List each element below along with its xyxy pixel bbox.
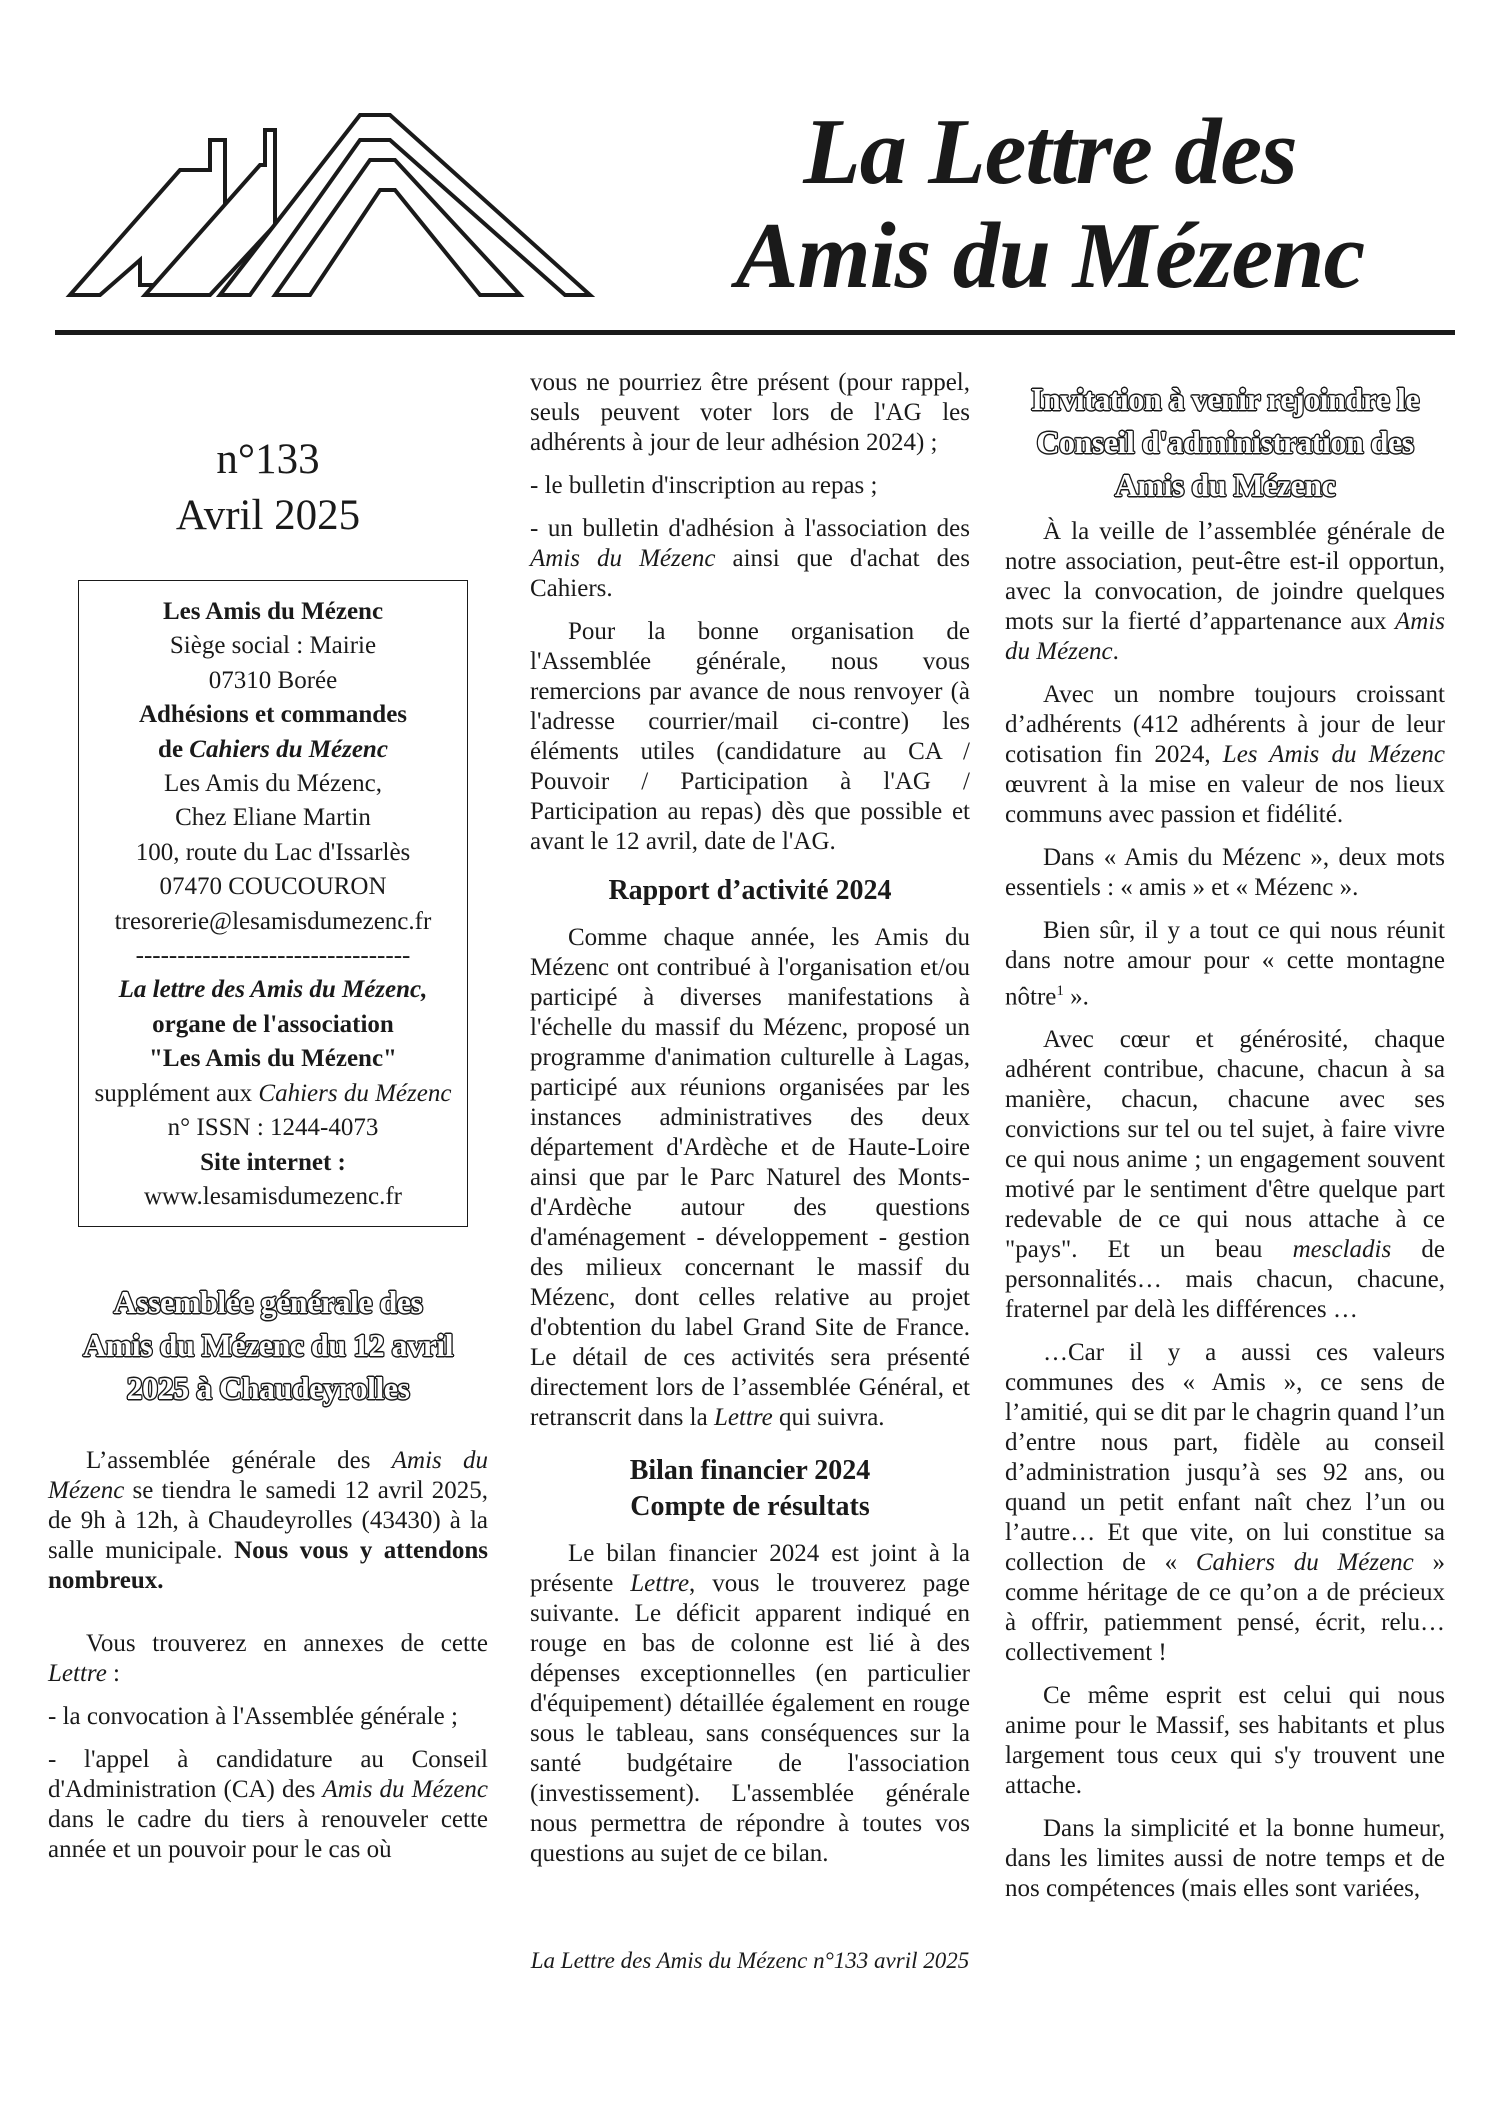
invitation-paragraph-8: Dans la simplicité et la bonne humeur, dans les limites aussi de notre temps et de nos compétences (mais elles sont variées, [1005,1815,1445,1903]
bilan-title-1: Bilan financier 2024 [629,1455,871,1486]
siege-city: 07310 Borée [208,666,338,694]
contact-org: Les Amis du Mézenc, [163,770,382,798]
rapport-title: Rapport d’activité 2024 [608,875,892,906]
invitation-paragraph-2 [1005,680,1445,830]
invitation-heading-1: Invitation à venir rejoindre le [1030,381,1420,417]
separator: --------------------------------- [135,942,411,970]
ag-list-item-4 [530,514,970,604]
bilan-i: Lettre [630,1570,690,1597]
ag-paragraph-2 [48,1629,488,1689]
ag-p1-i: Amis du Mézenc [48,1447,488,1505]
ag-li2-a: - l'appel à candidature au Conseil d'Administration (CA) des [48,1746,488,1804]
inv-p6-i: Cahiers du Mézenc [1195,1549,1414,1577]
bilan-b: , vous le trouverez page suivante. Le déficit apparent indiqué en rouge en bas de colonne est lié à des dépenses exceptionnelles (en particulier d'équipement) détaillée également en rouge sous le tableau, sans conséquences sur la santé budgétaire de l'association (investissement). L'assemblée générale nous permettra de répondre à toutes vos questions au sujet de ce bilan. [530,1570,970,1867]
ag-list-item-2 [48,1745,488,1865]
inv-p5-b: de personnalités… mais chacun, chacune, fraternel par delà les différences … [1005,1236,1445,1324]
bilan-a: Le bilan financier 2024 est joint à la présente [530,1540,970,1597]
invitation-paragraph-4 [1005,916,1445,1012]
invitation-heading [1005,378,1445,507]
page-footer: La Lettre des Amis du Mézenc n°133 avril 2025 [530,1948,970,1973]
organ-line: organe de l'association [152,1010,394,1038]
issue-number: n°133 [216,436,320,483]
ag-p2-i: Lettre [48,1660,107,1688]
address-box [78,580,468,1227]
orders-italic: Cahiers du Mézenc [189,735,388,763]
inv-p1-i: Amis du Mézenc [1005,608,1445,665]
ag-heading-1: Assemblée générale des [113,1284,423,1321]
ag-p1-a: L’assemblée générale des [86,1447,392,1475]
header-rule [55,330,1455,335]
ag-heading [48,1281,488,1410]
issue-info [48,432,488,544]
rapport-paragraph [530,923,970,1433]
contact-city: 07470 COUCOURON [159,873,387,901]
inv-p1-a: À la veille de l’assemblée générale de notre association, peut-être est-il opportun, avec la convocation, de joindre quelques mots sur la fierté d’appartenance aux [1005,518,1445,635]
rapport-b: qui suivra. [772,1404,885,1431]
contact-street: 100, route du Lac d'Issarlès [135,838,411,866]
li4-b: ainsi que d'achat des Cahiers. [530,545,970,602]
invitation-paragraph-7: Ce même esprit est celui qui nous anime pour le Massif, ses habitants et plus largement tous ceux qui s'y trouvent une attache. [1005,1682,1445,1800]
li4-a: - un bulletin d'adhésion à l'association des [530,515,970,542]
footnote-marker: 1 [1056,983,1064,999]
siege-line: Siège social : Mairie [169,632,377,660]
issn-line: n° ISSN : 1244-4073 [167,1114,379,1142]
invitation-paragraph-1 [1005,517,1445,667]
rapport-a: Comme chaque année, les Amis du Mézenc ont contribué à l'organisation et/ou participé à diverses manifestations à l'échelle du massif du Mézenc, proposé un programme d'animation culturelle à Lagas, participé aux réunions organisées par les instances administratives des deux département d'Ardèche et de Haute-Loire ainsi que par le Parc Naturel des Monts-d'Ardèche autour des questions d'aménagement - développement - gestion des milieux concernant le massif du Mézenc, dont celles relative au projet d'obtention du label Grand Site de France. Le détail de ces activités sera présenté directement lors de l’assemblée Général, et retranscrit dans la [530,924,970,1431]
inv-p2-b: œuvrent à la mise en valeur de nos lieux communs avec passion et fidélité. [1005,771,1445,828]
ag-li2-b: dans le cadre du tiers à renouveler cette année et un pouvoir pour le cas où [48,1806,488,1864]
column-middle [530,368,970,1882]
ag-paragraph-1 [48,1446,488,1596]
issue-date: Avril 2025 [175,492,361,539]
site-label: Site internet : [200,1148,346,1176]
contact-email[interactable]: tresorerie@lesamisdumezenc.fr [114,907,432,935]
org-name: Les Amis du Mézenc [162,598,384,625]
contact-name: Chez Eliane Martin [175,804,371,832]
inv-p1-b: . [1112,638,1119,665]
orders-prefix: de [158,735,190,763]
rapport-i: Lettre [713,1404,773,1431]
title-line-2: Amis du Mézenc [735,204,1365,308]
supplement-line [89,1077,457,1111]
column-left [48,370,488,1878]
inv-p4-b: ». [1063,983,1089,1011]
ag-list-item-1: - la convocation à l'Assemblée générale ; [48,1703,458,1731]
invitation-paragraph-3: Dans « Amis du Mézenc », deux mots essentiels : « amis » et « Mézenc ». [1005,844,1445,901]
li4-i: Amis du Mézenc [530,545,716,572]
inv-p2-i: Les Amis du Mézenc [1222,741,1445,768]
assoc-line: "Les Amis du Mézenc" [149,1045,397,1073]
ag-p1-b: se tiendra le samedi 12 avril 2025, de 9h à 12h, à Chaudeyrolles (43430) à la salle municipale. [48,1477,488,1565]
bilan-title [530,1453,970,1525]
organisation-paragraph: Pour la bonne organisation de l'Assemblée générale, nous vous remercions par avance de nous renvoyer (à l'adresse courrier/mail ci-contre) les éléments utiles (candidature au CA / Pouvoir / Participation à l'AG / Participation au repas) dès que possible et avant le 12 avril, date de l'AG. [530,618,970,855]
letter-italic: La lettre des Amis du Mézenc, [118,976,428,1004]
invitation-paragraph-5 [1005,1025,1445,1325]
ag-continuation: vous ne pourriez être présent (pour rappel, seuls peuvent voter lors de l'AG les adhérents à jour de leur adhésion 2024) ; [530,369,970,456]
ag-heading-2: Amis du Mézenc du 12 avril [82,1327,454,1364]
inv-p5-a: Avec cœur et générosité, chaque adhérent contribue, chacune, chacun à sa manière, chacun, chacune avec ses convictions sur tel ou tel sujet, à faire vivre ce qui nous anime ; un engagement souvent motivé par le sentiment d'être quelque part redevable de ce qui nous attache à ce "pays". Et un beau [1005,1026,1445,1264]
bilan-title-2: Compte de résultats [630,1491,870,1522]
inv-p2-a: Avec un nombre toujours croissant d’adhérents (412 adhérents à jour de leur cotisation fin 2024, [1005,681,1445,768]
newsletter-title [690,100,1410,308]
inv-p4-a: Bien sûr, il y a tout ce qui nous réunit dans notre amour pour « cette montagne nôtre [1005,917,1445,1011]
ag-p2-a: Vous trouverez en annexes de cette [86,1630,488,1658]
ag-p2-b: : [106,1660,120,1688]
ag-heading-3: 2025 à Chaudeyrolles [126,1370,410,1407]
orders-line [89,733,457,767]
supplement-prefix: supplément aux [94,1079,259,1107]
inv-p6-a: …Car il y a aussi ces valeurs communes des « Amis », ce sens de l’amitié, qui se dit par le chagrin quand l’un d’entre nous part, fidèle au conseil d’administration jusqu’à ses 92 ans, ou quand un petit enfant naît chez l’un ou l’autre… Et que vite, on lui constitue sa collection de « [1005,1339,1445,1577]
ag-p1-bold: Nous vous y attendons nombreux. [48,1537,488,1595]
ag-li2-i: Amis du Mézenc [322,1776,489,1804]
invitation-heading-3: Amis du Mézenc [1114,467,1336,503]
inv-p6-b: » comme héritage de ce qu’on a de précieux à offrir, patiemment pensé, écrit, relu…collectivement ! [1005,1549,1445,1667]
inv-p5-i: mescladis [1292,1236,1392,1264]
site-url[interactable]: www.lesamisdumezenc.fr [143,1182,402,1210]
invitation-paragraph-6 [1005,1338,1445,1668]
supplement-italic: Cahiers du Mézenc [258,1079,452,1107]
orders-title: Adhésions et commandes [138,701,408,729]
mountain-logo [60,100,600,300]
ag-list-item-3: - le bulletin d'inscription au repas ; [530,472,878,499]
title-line-1: La Lettre des [803,100,1297,204]
invitation-heading-2: Conseil d'administration des [1036,424,1414,460]
column-right [1005,378,1445,1917]
bilan-paragraph [530,1539,970,1869]
